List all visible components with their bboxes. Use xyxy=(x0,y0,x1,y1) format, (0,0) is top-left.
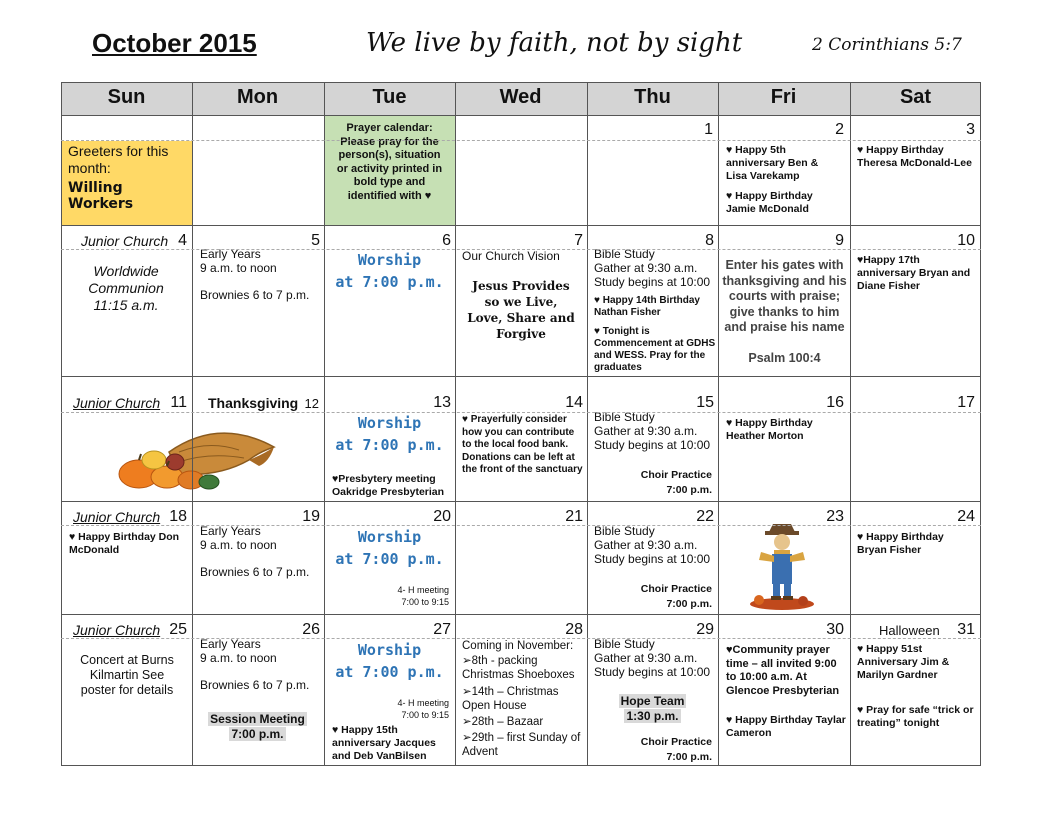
junior-church-label: Junior Church xyxy=(73,622,161,638)
date-6: 6 xyxy=(442,232,451,249)
worldwide-communion: Worldwide Communion 11:15 a.m. xyxy=(88,263,164,313)
bible-study-gather: Gather at 9:30 a.m. xyxy=(594,651,698,665)
date-7: 7 xyxy=(574,232,583,249)
date-10: 10 xyxy=(957,232,975,249)
calendar-title: October 2015 xyxy=(92,28,257,58)
bible-study-begins: Study begins at 10:00 xyxy=(594,552,711,566)
weekday-fri: Fri xyxy=(770,86,797,108)
date-30: 30 xyxy=(826,621,844,638)
hope-team-time-label: 1:30 p.m. xyxy=(626,709,679,723)
scarecrow-icon xyxy=(747,522,817,610)
early-years-time: 9 a.m. to noon xyxy=(200,538,277,552)
verse-reference: 2 Corinthians 5:7 xyxy=(812,35,962,55)
event-birthday-bryan: ♥ Happy Birthday Bryan Fisher xyxy=(857,531,944,556)
event-birthday-theresa: ♥ Happy Birthday Theresa McDonald-Lee xyxy=(857,144,972,169)
date-21: 21 xyxy=(565,508,583,525)
november-open-house: ➢14th – Christmas Open House xyxy=(462,686,559,712)
event-birthday-nathan: ♥ Happy 14th Birthday Nathan Fisher xyxy=(594,295,700,318)
early-years-time: 9 a.m. to noon xyxy=(200,651,277,665)
4h-meeting: 4- H meeting xyxy=(397,585,449,595)
weekday-sat: Sat xyxy=(899,86,932,108)
worship-label: Worship xyxy=(357,414,422,432)
bible-study-gather: Gather at 9:30 a.m. xyxy=(594,424,698,438)
grid-line xyxy=(61,82,981,83)
presbytery-meeting: ♥Presbytery meeting Oakridge Presbyterian xyxy=(332,473,445,498)
date-1: 1 xyxy=(704,121,713,138)
session-meeting-time xyxy=(192,725,323,743)
grid-line xyxy=(61,614,981,615)
event-birthday-heather: ♥ Happy Birthday Heather Morton xyxy=(726,417,813,442)
date-31: 31 xyxy=(957,621,975,638)
choir-practice-time: 7:00 p.m. xyxy=(666,751,712,763)
november-shoeboxes: ➢8th - packing Christmas Shoeboxes xyxy=(462,655,575,681)
grid-line xyxy=(455,82,456,766)
date-28: 28 xyxy=(565,621,583,638)
bible-study: Bible Study xyxy=(594,410,655,424)
bible-study-gather: Gather at 9:30 a.m. xyxy=(594,261,698,275)
date-5: 5 xyxy=(311,232,320,249)
date-16: 16 xyxy=(826,394,844,411)
choir-practice-time: 7:00 p.m. xyxy=(666,598,712,610)
session-meeting-time-label: 7:00 p.m. xyxy=(231,727,284,741)
event-birthday-taylar: ♥ Happy Birthday Taylar Cameron xyxy=(726,714,846,739)
grid-line xyxy=(61,82,62,766)
halloween-label: Halloween xyxy=(879,623,940,638)
grid-line xyxy=(980,82,981,766)
worship-time: at 7:00 p.m. xyxy=(335,663,444,681)
worship-label: Worship xyxy=(357,251,422,269)
choir-practice: Choir Practice xyxy=(640,469,712,481)
bible-study: Bible Study xyxy=(594,524,655,538)
date-3: 3 xyxy=(966,121,975,138)
date-20: 20 xyxy=(433,508,451,525)
date-19: 19 xyxy=(302,508,320,525)
date-17: 17 xyxy=(957,394,975,411)
worship-time: at 7:00 p.m. xyxy=(335,550,444,568)
4h-meeting-time: 7:00 to 9:15 xyxy=(401,710,449,720)
date-14: 14 xyxy=(565,394,583,411)
grid-line xyxy=(718,82,719,766)
event-anniversary-fisher: ♥Happy 17th anniversary Bryan and Diane Fisher xyxy=(857,254,971,292)
greeters-cell xyxy=(61,141,192,225)
psalm-quote: Enter his gates with thanksgiving and his courts with praise; give thanks to him and praise his name xyxy=(722,258,847,334)
date-11: 11 xyxy=(170,394,187,411)
thanksgiving-label: Thanksgiving xyxy=(208,395,299,411)
psalm-reference: Psalm 100:4 xyxy=(748,351,821,365)
november-bazaar: ➢28th – Bazaar xyxy=(462,716,544,728)
grid-line xyxy=(587,82,588,766)
date-26: 26 xyxy=(302,621,320,638)
choir-practice-time: 7:00 p.m. xyxy=(666,484,712,496)
weekday-thu: Thu xyxy=(634,86,671,108)
motto: We live by faith, not by sight xyxy=(366,28,743,58)
date-13: 13 xyxy=(433,394,451,411)
date-4: 4 xyxy=(178,232,187,249)
weekday-sun: Sun xyxy=(107,86,146,108)
junior-church-label: Junior Church xyxy=(81,233,169,249)
choir-practice: Choir Practice xyxy=(640,583,712,595)
date-row-divider xyxy=(61,525,981,526)
calendar-grid xyxy=(61,82,981,766)
concert-note: Concert at Burns Kilmartin See poster for details xyxy=(80,653,174,697)
grid-line xyxy=(850,82,851,766)
session-meeting-label: Session Meeting xyxy=(210,712,305,726)
november-advent: ➢29th – first Sunday of Advent xyxy=(462,732,581,758)
hope-team-label: Hope Team xyxy=(620,694,685,708)
date-row-divider xyxy=(61,638,981,639)
greeters-group: Willing Workers xyxy=(68,180,134,212)
event-birthday-don: ♥ Happy Birthday Don McDonald xyxy=(69,531,180,556)
weekday-mon: Mon xyxy=(236,86,279,108)
grid-line xyxy=(61,115,981,116)
worship-label: Worship xyxy=(357,641,422,659)
event-commencement: ♥ Tonight is Commencement at GDHS and WESS. Pray for the graduates xyxy=(594,326,716,373)
early-years-time: 9 a.m. to noon xyxy=(200,261,277,275)
brownies: Brownies 6 to 7 p.m. xyxy=(200,678,310,692)
junior-church-label: Junior Church xyxy=(73,395,161,411)
date-23: 23 xyxy=(826,508,844,525)
church-vision-text: Jesus Provides so we Live, Love, Share and Forgive xyxy=(467,279,575,341)
cornucopia-icon xyxy=(109,422,279,494)
junior-church-label: Junior Church xyxy=(73,509,161,525)
hope-team-time xyxy=(587,707,718,725)
choir-practice: Choir Practice xyxy=(640,736,712,748)
early-years: Early Years xyxy=(200,637,261,651)
date-25: 25 xyxy=(169,621,187,638)
worship-label: Worship xyxy=(357,528,422,546)
bible-study-begins: Study begins at 10:00 xyxy=(594,438,711,452)
grid-line xyxy=(61,225,981,226)
community-prayer: ♥Community prayer time – all invited 9:00 to 10:00 a.m. At Glencoe Presbyterian xyxy=(726,644,840,697)
brownies: Brownies 6 to 7 p.m. xyxy=(200,565,310,579)
4h-meeting-time: 7:00 to 9:15 xyxy=(401,597,449,607)
date-2: 2 xyxy=(835,121,844,138)
trick-or-treat-prayer: ♥ Pray for safe “trick or treating” tonight xyxy=(857,704,974,729)
date-row-divider xyxy=(61,249,981,250)
food-bank-note: ♥ Prayerfully consider how you can contribute to the local food bank. Donations can be left at the front of the sanctuary xyxy=(462,414,583,475)
event-birthday-jamie: ♥ Happy Birthday Jamie McDonald xyxy=(726,190,813,215)
bible-study-begins: Study begins at 10:00 xyxy=(594,275,711,289)
bible-study: Bible Study xyxy=(594,247,655,261)
event-anniversary-gardner: ♥ Happy 51st Anniversary Jim & Marilyn Gardner xyxy=(857,643,950,681)
early-years: Early Years xyxy=(200,524,261,538)
prayer-calendar-note: Prayer calendar: Please pray for the person(s), situation or activity printed in bold type and identified with ♥ xyxy=(324,116,455,225)
date-24: 24 xyxy=(957,508,975,525)
weekday-tue: Tue xyxy=(372,86,407,108)
date-9: 9 xyxy=(835,232,844,249)
grid-line xyxy=(61,376,981,377)
grid-line xyxy=(324,82,325,766)
worship-time: at 7:00 p.m. xyxy=(335,273,444,291)
grid-line xyxy=(61,765,981,766)
coming-in-november: Coming in November: xyxy=(462,640,574,652)
date-row-divider xyxy=(61,140,981,141)
weekday-wed: Wed xyxy=(499,86,542,108)
grid-line xyxy=(61,501,981,502)
date-12: 12 xyxy=(304,396,319,411)
date-22: 22 xyxy=(696,508,714,525)
date-8: 8 xyxy=(705,232,714,249)
4h-meeting: 4- H meeting xyxy=(397,698,449,708)
date-27: 27 xyxy=(433,621,451,638)
brownies: Brownies 6 to 7 p.m. xyxy=(200,288,310,302)
date-15: 15 xyxy=(696,394,714,411)
date-29: 29 xyxy=(696,621,714,638)
grid-line xyxy=(192,82,193,766)
date-18: 18 xyxy=(169,508,187,525)
early-years: Early Years xyxy=(200,247,261,261)
bible-study-begins: Study begins at 10:00 xyxy=(594,665,711,679)
date-row-divider xyxy=(61,412,981,413)
worship-time: at 7:00 p.m. xyxy=(335,436,444,454)
greeters-label: Greeters for this month: xyxy=(68,143,169,176)
church-vision-heading: Our Church Vision xyxy=(462,249,560,263)
event-anniversary-vanbilsen: ♥ Happy 15th anniversary Jacques and Deb VanBilsen xyxy=(332,724,436,762)
bible-study: Bible Study xyxy=(594,637,655,651)
event-anniversary-varekamp: ♥ Happy 5th anniversary Ben & Lisa Varekamp xyxy=(726,144,819,182)
bible-study-gather: Gather at 9:30 a.m. xyxy=(594,538,698,552)
